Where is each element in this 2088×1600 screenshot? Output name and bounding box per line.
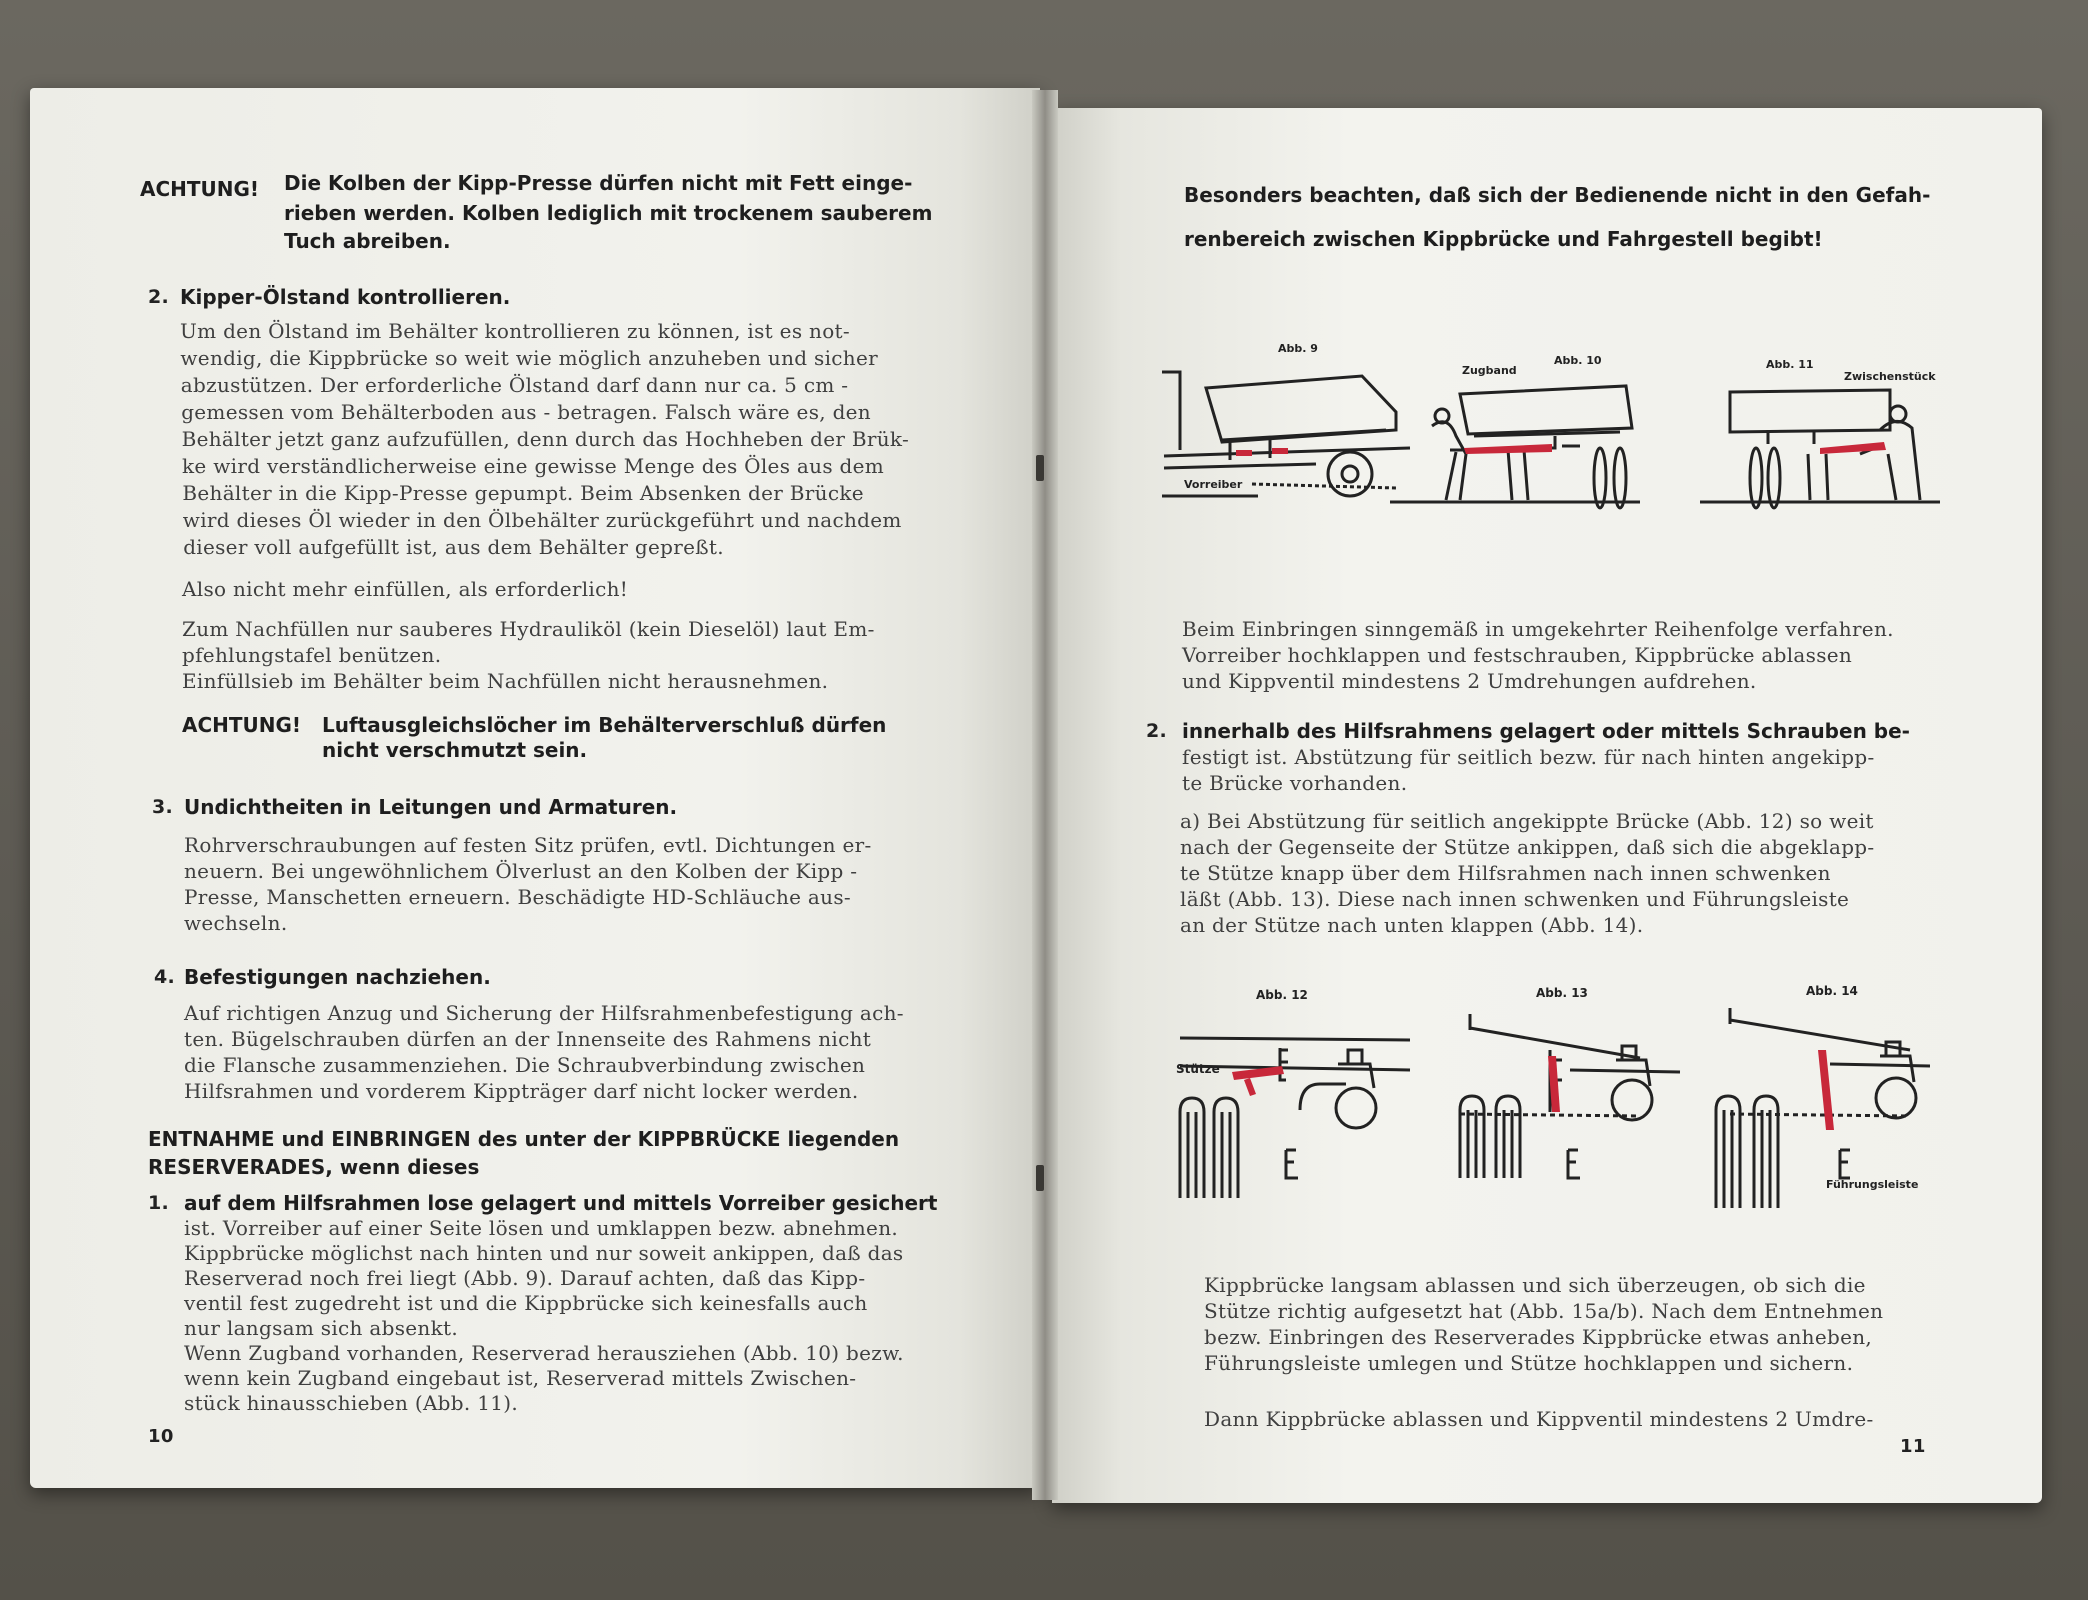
figure-caption: Abb. 11 <box>1766 358 1814 371</box>
item-number: 2. <box>1146 720 1168 742</box>
paragraph-line: Vorreiber hochklappen und festschrauben, Kippbrücke ablassen <box>1182 643 1853 667</box>
paragraph-line: Wenn Zugband vorhanden, Reserverad herausziehen (Abb. 10) bezw. <box>184 1341 904 1365</box>
figures-9-11-illustration <box>1160 350 1940 520</box>
item-line: festigt ist. Abstützung für seitlich bezw. für nach hinten angekipp- <box>1182 745 1875 769</box>
paragraph-line: Dann Kippbrücke ablassen und Kippventil mindestens 2 Umdre- <box>1204 1407 1874 1431</box>
figure-label: Zwischenstück <box>1844 370 1936 383</box>
item-line: te Brücke vorhanden. <box>1182 771 1408 795</box>
paragraph-line: wenn kein Zugband eingebaut ist, Reserverad mittels Zwischen- <box>184 1366 857 1390</box>
figure-caption: Abb. 14 <box>1806 984 1858 998</box>
paragraph-line: te Stütze knapp über dem Hilfsrahmen nach innen schwenken <box>1180 861 1831 885</box>
figure-label: Zugband <box>1462 364 1517 377</box>
section-title: Befestigungen nachziehen. <box>184 965 491 989</box>
heading-line: RESERVERADES, wenn dieses <box>148 1155 480 1179</box>
paragraph-line: läßt (Abb. 13). Diese nach innen schwenken und Führungsleiste <box>1180 887 1850 911</box>
paragraph-line: Presse, Manschetten erneuern. Beschädigte HD-Schläuche aus- <box>184 885 851 909</box>
paragraph-line: stück hinausschieben (Abb. 11). <box>184 1391 519 1415</box>
paragraph-line: neuern. Bei ungewöhnlichem Ölverlust an den Kolben der Kipp - <box>184 859 858 883</box>
book-gutter <box>1032 90 1058 1500</box>
paragraph-line: ist. Vorreiber auf einer Seite lösen und umklappen bezw. abnehmen. <box>184 1216 899 1240</box>
paragraph-line: Kippbrücke langsam ablassen und sich überzeugen, ob sich die <box>1204 1273 1866 1297</box>
figure-caption: Abb. 12 <box>1256 988 1308 1002</box>
paragraph-line: Auf richtigen Anzug und Sicherung der Hilfsrahmenbefestigung ach- <box>184 1001 904 1025</box>
section-title: Undichtheiten in Leitungen und Armaturen. <box>184 795 678 819</box>
paragraph-line: Also nicht mehr einfüllen, als erforderlich! <box>182 577 629 601</box>
page-number: 10 <box>148 1426 174 1447</box>
figure-label: Stütze <box>1176 1062 1220 1076</box>
section-number: 3. <box>152 796 174 818</box>
paragraph-line: und Kippventil mindestens 2 Umdrehungen aufdrehen. <box>1182 669 1757 693</box>
paragraph-line: Kippbrücke möglichst nach hinten und nur soweit ankippen, daß das <box>184 1241 904 1265</box>
paragraph-line: gemessen vom Behälterboden aus - betragen. Falsch wäre es, den <box>181 400 871 424</box>
achtung-text-line: Die Kolben der Kipp-Presse dürfen nicht mit Fett einge- <box>284 171 913 195</box>
paragraph-line: ke wird verständlicherweise eine gewisse Menge des Öles aus dem <box>182 454 885 478</box>
paragraph-line: bezw. Einbringen des Reserverades Kippbrücke etwas anheben, <box>1204 1325 1873 1349</box>
paragraph-line: abzustützen. Der erforderliche Ölstand darf dann nur ca. 5 cm - <box>180 373 849 397</box>
paragraph-line: an der Stütze nach unten klappen (Abb. 14). <box>1180 913 1644 937</box>
paragraph-line: Einfüllsieb im Behälter beim Nachfüllen nicht herausnehmen. <box>182 669 829 693</box>
paragraph-line: die Flansche zusammenziehen. Die Schraubverbindung zwischen <box>184 1053 866 1077</box>
page-number: 11 <box>1900 1436 1926 1457</box>
paragraph-line: dieser voll aufgefüllt ist, aus dem Behälter gepreßt. <box>183 535 724 559</box>
warning-line: renbereich zwischen Kippbrücke und Fahrgestell begibt! <box>1184 227 1823 251</box>
warning-line: Besonders beachten, daß sich der Bedienende nicht in den Gefah- <box>1184 183 1931 207</box>
achtung-label: ACHTUNG! <box>140 177 260 201</box>
paragraph-line: Zum Nachfüllen nur sauberes Hydrauliköl (kein Dieselöl) laut Em- <box>182 617 875 641</box>
figure-label: Führungsleiste <box>1826 1178 1919 1191</box>
figure-label: Vorreiber <box>1184 478 1243 491</box>
paragraph-line: Behälter jetzt ganz aufzufüllen, denn durch das Hochheben der Brük- <box>181 427 910 451</box>
paragraph-line: ventil fest zugedreht ist und die Kippbrücke sich keinesfalls auch <box>184 1291 868 1315</box>
paragraph-line: Reserverad noch frei liegt (Abb. 9). Darauf achten, daß das Kipp- <box>184 1266 866 1290</box>
item-number: 1. <box>148 1192 170 1214</box>
figure-caption: Abb. 13 <box>1536 986 1588 1000</box>
paragraph-line: ten. Bügelschrauben dürfen an der Innenseite des Rahmens nicht <box>184 1027 872 1051</box>
paragraph-line: Hilfsrahmen und vorderem Kippträger darf nicht locker werden. <box>184 1079 859 1103</box>
achtung-text-line: Luftausgleichslöcher im Behälterverschluß dürfen <box>322 713 887 737</box>
figure-caption: Abb. 9 <box>1278 342 1318 355</box>
paragraph-line: Behälter in die Kipp-Presse gepumpt. Beim Absenken der Brücke <box>182 481 864 505</box>
figures-12-14-illustration <box>1170 1000 1930 1210</box>
heading-line: ENTNAHME und EINBRINGEN des unter der KIPPBRÜCKE liegenden <box>148 1127 900 1151</box>
figure-caption: Abb. 10 <box>1554 354 1602 367</box>
achtung-label: ACHTUNG! <box>182 713 302 737</box>
achtung-text-line: Tuch abreiben. <box>284 229 451 253</box>
paragraph-line: pfehlungstafel benützen. <box>182 643 442 667</box>
paragraph-line: nach der Gegenseite der Stütze ankippen, daß sich die abgeklapp- <box>1180 835 1875 859</box>
paragraph-line: Um den Ölstand im Behälter kontrollieren zu können, ist es not- <box>180 319 850 343</box>
item-line: innerhalb des Hilfsrahmens gelagert oder mittels Schrauben be- <box>1182 719 1910 743</box>
achtung-text-line: rieben werden. Kolben lediglich mit trockenem sauberem <box>284 201 933 225</box>
achtung-text-line: nicht verschmutzt sein. <box>322 738 588 762</box>
paragraph-line: Führungsleiste umlegen und Stütze hochklappen und sichern. <box>1204 1351 1854 1375</box>
paragraph-line: wird dieses Öl wieder in den Ölbehälter zurückgeführt und nachdem <box>182 508 902 532</box>
paragraph-line: a) Bei Abstützung für seitlich angekippte Brücke (Abb. 12) so weit <box>1180 809 1874 833</box>
paragraph-line: wechseln. <box>184 911 288 935</box>
section-number: 4. <box>154 966 176 988</box>
section-title: Kipper-Ölstand kontrollieren. <box>180 285 511 309</box>
paragraph-line: Stütze richtig aufgesetzt hat (Abb. 15a/b). Nach dem Entnehmen <box>1204 1299 1884 1323</box>
paragraph-line: auf dem Hilfsrahmen lose gelagert und mittels Vorreiber gesichert <box>184 1191 938 1215</box>
paragraph-line: wendig, die Kippbrücke so weit wie möglich anzuheben und sicher <box>180 346 878 370</box>
staple <box>1036 1165 1044 1191</box>
paragraph-line: Beim Einbringen sinngemäß in umgekehrter Reihenfolge verfahren. <box>1182 617 1894 641</box>
paragraph-line: Rohrverschraubungen auf festen Sitz prüfen, evtl. Dichtungen er- <box>184 833 872 857</box>
section-number: 2. <box>148 286 170 308</box>
paragraph-line: nur langsam sich absenkt. <box>184 1316 459 1340</box>
staple <box>1036 455 1044 481</box>
